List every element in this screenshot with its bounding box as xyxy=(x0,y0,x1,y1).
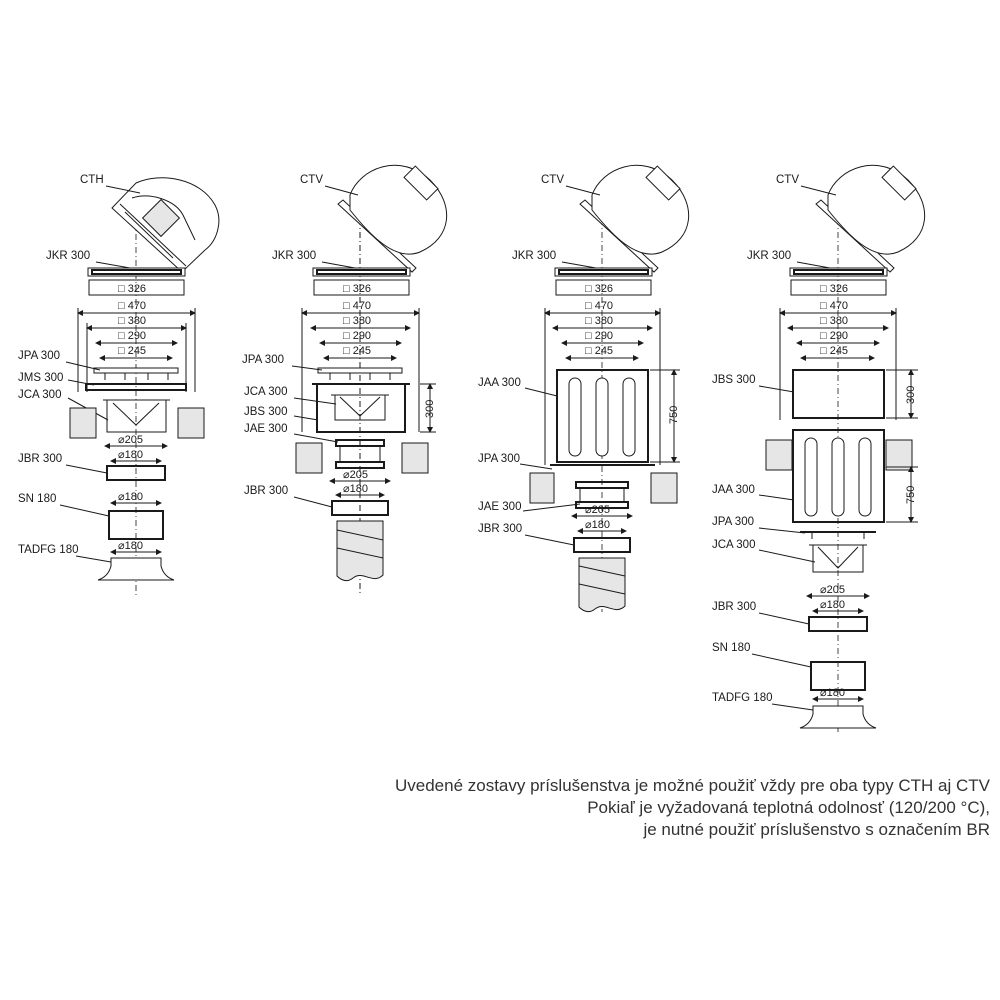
leader-line xyxy=(525,388,557,396)
dim-180: ⌀180 xyxy=(585,519,610,531)
label-jpa: JPA 300 xyxy=(18,350,60,362)
dim-205: ⌀205 xyxy=(118,434,143,446)
dim-290: □ 290 xyxy=(118,330,147,342)
label-ctv: CTV xyxy=(776,174,799,186)
roof-wall-right xyxy=(651,473,677,503)
dim-245: □ 245 xyxy=(820,345,849,357)
label-jpa: JPA 300 xyxy=(712,516,754,528)
dim-290: □ 290 xyxy=(343,330,372,342)
roof-wall-left xyxy=(766,440,792,470)
roof-wall-left xyxy=(530,473,554,503)
duct xyxy=(579,558,625,612)
label-sn: SN 180 xyxy=(712,642,751,654)
dim-380: □ 380 xyxy=(820,315,849,327)
label-jpa: JPA 300 xyxy=(242,354,284,366)
label-jbs: JBS 300 xyxy=(712,374,756,386)
dim-470: □ 470 xyxy=(820,300,849,312)
dim-180: ⌀180 xyxy=(118,491,143,503)
dim-326: □ 326 xyxy=(343,283,372,295)
label-tadfg: TADFG 180 xyxy=(712,692,773,704)
jca-damper xyxy=(103,400,170,432)
roof-wall-right xyxy=(178,408,204,438)
dim-245: □ 245 xyxy=(343,345,372,357)
leader-line xyxy=(772,704,813,710)
leader-line xyxy=(752,654,811,667)
leader-line xyxy=(294,398,336,404)
jca-damper xyxy=(331,395,389,420)
label-sn: SN 180 xyxy=(18,493,57,505)
dim-750: 750 xyxy=(905,485,917,504)
leader-line xyxy=(520,464,552,469)
label-jae: JAE 300 xyxy=(478,501,522,513)
label-jkr: JKR 300 xyxy=(272,250,317,262)
label-jbr: JBR 300 xyxy=(712,601,757,613)
dim-470: □ 470 xyxy=(118,300,147,312)
label-jaa: JAA 300 xyxy=(478,377,521,389)
leader-line xyxy=(294,416,318,420)
dim-180: ⌀180 xyxy=(343,483,368,495)
leader-line xyxy=(759,613,809,624)
assembly-2 xyxy=(242,165,447,596)
dim-205: ⌀205 xyxy=(343,469,368,481)
label-jca: JCA 300 xyxy=(18,389,62,401)
label-jkr: JKR 300 xyxy=(46,250,91,262)
label-jkr: JKR 300 xyxy=(512,250,557,262)
notes-block xyxy=(290,775,990,841)
dim-750: 750 xyxy=(668,405,680,424)
duct xyxy=(337,521,383,581)
silencer-slot xyxy=(569,378,581,456)
dim-326: □ 326 xyxy=(118,283,147,295)
ctv-fan xyxy=(816,165,925,272)
cth-fan xyxy=(112,178,219,272)
assembly-1 xyxy=(18,174,219,595)
leader-line xyxy=(294,434,338,442)
roof-wall-right xyxy=(402,443,428,473)
silencer-slot xyxy=(832,438,844,516)
label-jaa: JAA 300 xyxy=(712,484,755,496)
dim-380: □ 380 xyxy=(343,315,372,327)
label-jca: JCA 300 xyxy=(244,386,288,398)
label-jbr: JBR 300 xyxy=(18,453,63,465)
dim-290: □ 290 xyxy=(585,330,614,342)
label-jpa: JPA 300 xyxy=(478,453,520,465)
dim-290: □ 290 xyxy=(820,330,849,342)
roof-wall-left xyxy=(70,408,96,438)
silencer-slot xyxy=(805,438,817,516)
dim-326: □ 326 xyxy=(585,283,614,295)
dim-180: ⌀180 xyxy=(820,599,845,611)
leader-line xyxy=(66,465,107,473)
leader-line xyxy=(759,386,794,392)
label-jca: JCA 300 xyxy=(712,539,756,551)
dim-326: □ 326 xyxy=(820,283,849,295)
leader-line xyxy=(759,528,805,533)
dim-300: 300 xyxy=(424,399,436,418)
leader-line xyxy=(66,362,100,370)
dim-470: □ 470 xyxy=(343,300,372,312)
leader-line xyxy=(68,380,94,385)
silencer-slot xyxy=(623,378,635,456)
leader-line xyxy=(60,505,109,516)
leader-line xyxy=(525,535,574,545)
leader-line xyxy=(759,495,794,500)
leader-line xyxy=(759,550,815,562)
leader-line xyxy=(294,497,332,507)
note-line-3: je nutné použiť príslušenstvo s označením BR xyxy=(643,820,990,839)
note-line-2: Pokiaľ je vyžadovaná teplotná odolnosť (120/200 °C), xyxy=(587,798,990,817)
dim-205: ⌀205 xyxy=(585,504,610,516)
roof-wall-right xyxy=(886,440,912,470)
label-jbr: JBR 300 xyxy=(244,485,289,497)
dim-205: ⌀205 xyxy=(820,584,845,596)
dim-180: ⌀180 xyxy=(118,540,143,552)
label-jae: JAE 300 xyxy=(244,423,288,435)
jpa-plate xyxy=(94,368,178,373)
dim-180: ⌀180 xyxy=(118,449,143,461)
leader-line xyxy=(322,262,355,268)
jae-bottom xyxy=(336,462,384,468)
label-tadfg: TADFG 180 xyxy=(18,544,79,556)
dim-300: 300 xyxy=(905,385,917,404)
label-cth: CTH xyxy=(80,174,104,186)
roof-wall-left xyxy=(296,443,322,473)
label-jms: JMS 300 xyxy=(18,372,64,384)
ctv-fan xyxy=(580,165,689,272)
label-ctv: CTV xyxy=(541,174,564,186)
label-jbr: JBR 300 xyxy=(478,523,523,535)
leader-line xyxy=(96,262,130,268)
jbs-base xyxy=(793,370,884,418)
dim-245: □ 245 xyxy=(585,345,614,357)
jpa-plate xyxy=(318,368,402,373)
dim-470: □ 470 xyxy=(585,300,614,312)
dim-380: □ 380 xyxy=(118,315,147,327)
leader-line xyxy=(523,504,580,511)
label-jbs: JBS 300 xyxy=(244,406,288,418)
dim-245: □ 245 xyxy=(118,345,147,357)
label-ctv: CTV xyxy=(300,174,323,186)
leader-line xyxy=(76,556,111,562)
label-jkr: JKR 300 xyxy=(747,250,792,262)
dim-380: □ 380 xyxy=(585,315,614,327)
leader-line xyxy=(562,262,596,268)
assembly-3 xyxy=(478,165,689,612)
silencer-slot xyxy=(596,378,608,456)
dim-180: ⌀180 xyxy=(820,687,845,699)
note-line-1: Uvedené zostavy príslušenstva je možné použiť vždy pre oba typy CTH aj CTV xyxy=(394,776,990,795)
leader-line xyxy=(797,262,830,268)
silencer-slot xyxy=(859,438,871,516)
assembly-4 xyxy=(712,165,925,735)
jbs-base xyxy=(317,384,405,432)
ctv-fan xyxy=(338,165,447,272)
